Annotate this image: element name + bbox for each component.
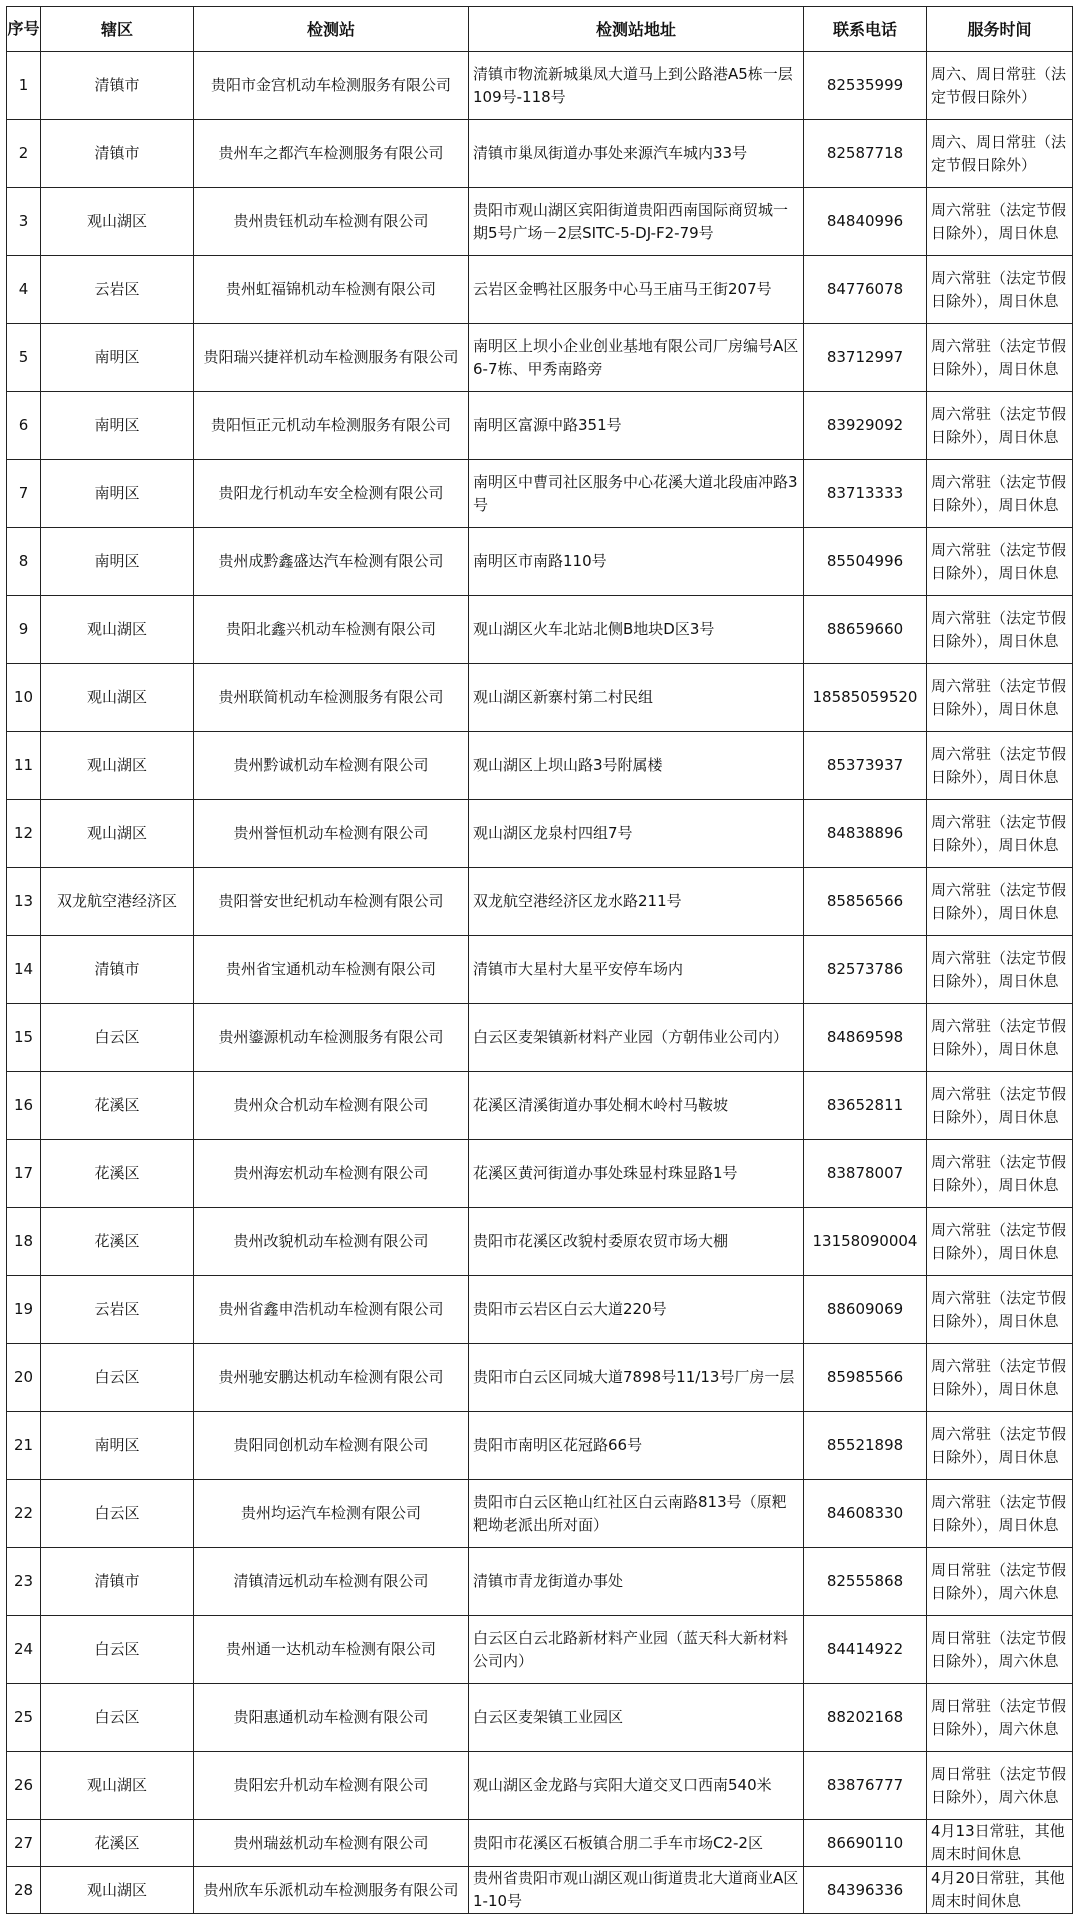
row-station: 贵阳瑞兴捷祥机动车检测服务有限公司 (194, 324, 469, 392)
row-number: 13 (7, 868, 41, 936)
row-address: 南明区上坝小企业创业基地有限公司厂房编号A区6-7栋、甲秀南路旁 (469, 324, 804, 392)
table-row (7, 800, 1073, 868)
row-number: 22 (7, 1480, 41, 1548)
row-number: 6 (7, 392, 41, 460)
row-phone: 88609069 (804, 1276, 927, 1344)
row-hours: 周六常驻（法定节假日除外），周日休息 (927, 1480, 1073, 1548)
row-number: 11 (7, 732, 41, 800)
row-phone: 82573786 (804, 936, 927, 1004)
table-row (7, 392, 1073, 460)
row-district: 南明区 (41, 324, 194, 392)
row-number: 16 (7, 1072, 41, 1140)
row-hours: 周六常驻（法定节假日除外），周日休息 (927, 1140, 1073, 1208)
row-address: 贵阳市云岩区白云大道220号 (469, 1276, 804, 1344)
row-hours: 周六常驻（法定节假日除外），周日休息 (927, 800, 1073, 868)
header-address: 检测站地址 (469, 7, 804, 52)
row-number: 26 (7, 1752, 41, 1820)
row-address: 贵阳市花溪区石板镇合朋二手车市场C2-2区 (469, 1820, 804, 1867)
table-row (7, 1820, 1073, 1867)
row-phone: 88659660 (804, 596, 927, 664)
row-address: 贵阳市白云区同城大道7898号11/13号厂房一层 (469, 1344, 804, 1412)
row-station: 贵阳宏升机动车检测有限公司 (194, 1752, 469, 1820)
row-phone: 83876777 (804, 1752, 927, 1820)
row-station: 贵州改貌机动车检测有限公司 (194, 1208, 469, 1276)
row-address: 清镇市青龙街道办事处 (469, 1548, 804, 1616)
row-address: 观山湖区上坝山路3号附属楼 (469, 732, 804, 800)
row-number: 10 (7, 664, 41, 732)
row-district: 云岩区 (41, 256, 194, 324)
row-station: 贵阳恒正元机动车检测服务有限公司 (194, 392, 469, 460)
row-hours: 周六常驻（法定节假日除外），周日休息 (927, 664, 1073, 732)
row-number: 3 (7, 188, 41, 256)
row-phone: 85521898 (804, 1412, 927, 1480)
row-district: 花溪区 (41, 1072, 194, 1140)
row-address: 清镇市物流新城巢凤大道马上到公路港A5栋一层109号-118号 (469, 52, 804, 120)
row-phone: 84869598 (804, 1004, 927, 1072)
row-phone: 85856566 (804, 868, 927, 936)
row-address: 双龙航空港经济区龙水路211号 (469, 868, 804, 936)
row-station: 清镇清远机动车检测有限公司 (194, 1548, 469, 1616)
row-district: 花溪区 (41, 1820, 194, 1867)
table-row (7, 1004, 1073, 1072)
row-station: 贵阳龙行机动车安全检测有限公司 (194, 460, 469, 528)
row-hours: 周六常驻（法定节假日除外），周日休息 (927, 1412, 1073, 1480)
row-station: 贵州众合机动车检测有限公司 (194, 1072, 469, 1140)
row-address: 观山湖区火车北站北侧B地块D区3号 (469, 596, 804, 664)
row-address: 南明区中曹司社区服务中心花溪大道北段庙冲路3号 (469, 460, 804, 528)
row-address: 观山湖区龙泉村四组7号 (469, 800, 804, 868)
row-station: 贵州成黔鑫盛达汽车检测有限公司 (194, 528, 469, 596)
row-phone: 86690110 (804, 1820, 927, 1867)
row-address: 贵阳市南明区花冠路66号 (469, 1412, 804, 1480)
row-phone: 85504996 (804, 528, 927, 596)
table-row (7, 936, 1073, 1004)
row-number: 23 (7, 1548, 41, 1616)
row-address: 清镇市巢凤街道办事处来源汽车城内33号 (469, 120, 804, 188)
table-row (7, 868, 1073, 936)
row-address: 贵阳市花溪区改貌村委原农贸市场大棚 (469, 1208, 804, 1276)
row-phone: 83713333 (804, 460, 927, 528)
header-phone: 联系电话 (804, 7, 927, 52)
row-station: 贵州省宝通机动车检测有限公司 (194, 936, 469, 1004)
row-district: 观山湖区 (41, 664, 194, 732)
row-hours: 周六常驻（法定节假日除外），周日休息 (927, 596, 1073, 664)
row-address: 观山湖区新寨村第二村民组 (469, 664, 804, 732)
row-district: 观山湖区 (41, 1752, 194, 1820)
row-station: 贵州省鑫申浩机动车检测有限公司 (194, 1276, 469, 1344)
table-row (7, 1072, 1073, 1140)
inspection-station-table (6, 6, 1072, 1914)
row-hours: 周六常驻（法定节假日除外），周日休息 (927, 936, 1073, 1004)
table-row (7, 256, 1073, 324)
row-station: 贵州联简机动车检测服务有限公司 (194, 664, 469, 732)
row-address: 贵阳市白云区艳山红社区白云南路813号（原粑粑坳老派出所对面） (469, 1480, 804, 1548)
row-district: 花溪区 (41, 1208, 194, 1276)
row-station: 贵阳市金宫机动车检测服务有限公司 (194, 52, 469, 120)
table-row (7, 1344, 1073, 1412)
row-district: 清镇市 (41, 120, 194, 188)
row-district: 南明区 (41, 1412, 194, 1480)
row-address: 白云区麦架镇新材料产业园（方朝伟业公司内） (469, 1004, 804, 1072)
table-row (7, 1752, 1073, 1820)
table-row (7, 596, 1073, 664)
row-district: 云岩区 (41, 1276, 194, 1344)
row-district: 观山湖区 (41, 732, 194, 800)
table-row (7, 52, 1073, 120)
row-number: 5 (7, 324, 41, 392)
row-hours: 周六、周日常驻（法定节假日除外） (927, 120, 1073, 188)
row-district: 清镇市 (41, 52, 194, 120)
row-address: 清镇市大星村大星平安停车场内 (469, 936, 804, 1004)
table-row (7, 1684, 1073, 1752)
row-hours: 周六、周日常驻（法定节假日除外） (927, 52, 1073, 120)
row-hours: 周日常驻（法定节假日除外），周六休息 (927, 1684, 1073, 1752)
row-phone: 83929092 (804, 392, 927, 460)
row-hours: 周日常驻（法定节假日除外），周六休息 (927, 1548, 1073, 1616)
row-station: 贵州驰安鹏达机动车检测有限公司 (194, 1344, 469, 1412)
row-station: 贵州黔诚机动车检测有限公司 (194, 732, 469, 800)
table-row (7, 1548, 1073, 1616)
row-hours: 周六常驻（法定节假日除外），周日休息 (927, 1344, 1073, 1412)
row-number: 17 (7, 1140, 41, 1208)
row-district: 白云区 (41, 1616, 194, 1684)
row-phone: 84840996 (804, 188, 927, 256)
row-phone: 82587718 (804, 120, 927, 188)
table-row (7, 1140, 1073, 1208)
row-number: 12 (7, 800, 41, 868)
row-hours: 周六常驻（法定节假日除外），周日休息 (927, 324, 1073, 392)
row-district: 双龙航空港经济区 (41, 868, 194, 936)
row-station: 贵州欣车乐派机动车检测服务有限公司 (194, 1867, 469, 1914)
row-number: 14 (7, 936, 41, 1004)
row-number: 2 (7, 120, 41, 188)
table-header-row (7, 7, 1073, 52)
row-number: 7 (7, 460, 41, 528)
header-district: 辖区 (41, 7, 194, 52)
row-number: 27 (7, 1820, 41, 1867)
table-row (7, 1867, 1073, 1914)
row-address: 贵阳市观山湖区宾阳街道贵阳西南国际商贸城一期5号广场－2层SITC-5-DJ-F2-79号 (469, 188, 804, 256)
row-phone: 84838896 (804, 800, 927, 868)
row-hours: 周六常驻（法定节假日除外），周日休息 (927, 732, 1073, 800)
row-address: 白云区麦架镇工业园区 (469, 1684, 804, 1752)
header-station: 检测站 (194, 7, 469, 52)
row-hours: 周六常驻（法定节假日除外），周日休息 (927, 868, 1073, 936)
row-phone: 82535999 (804, 52, 927, 120)
row-phone: 88202168 (804, 1684, 927, 1752)
table-row (7, 188, 1073, 256)
row-number: 21 (7, 1412, 41, 1480)
table-row (7, 1276, 1073, 1344)
row-hours: 周六常驻（法定节假日除外），周日休息 (927, 460, 1073, 528)
row-district: 白云区 (41, 1344, 194, 1412)
row-station: 贵州均运汽车检测有限公司 (194, 1480, 469, 1548)
row-station: 贵州车之都汽车检测服务有限公司 (194, 120, 469, 188)
row-hours: 周六常驻（法定节假日除外），周日休息 (927, 528, 1073, 596)
row-number: 1 (7, 52, 41, 120)
row-phone: 84776078 (804, 256, 927, 324)
row-phone: 13158090004 (804, 1208, 927, 1276)
header-hours: 服务时间 (927, 7, 1073, 52)
row-hours: 周六常驻（法定节假日除外），周日休息 (927, 1072, 1073, 1140)
row-address: 南明区市南路110号 (469, 528, 804, 596)
row-district: 白云区 (41, 1480, 194, 1548)
row-district: 南明区 (41, 460, 194, 528)
row-phone: 83652811 (804, 1072, 927, 1140)
row-number: 25 (7, 1684, 41, 1752)
row-district: 清镇市 (41, 936, 194, 1004)
table-row (7, 664, 1073, 732)
row-station: 贵州虹福锦机动车检测有限公司 (194, 256, 469, 324)
table-row (7, 120, 1073, 188)
row-district: 白云区 (41, 1004, 194, 1072)
row-phone: 85985566 (804, 1344, 927, 1412)
row-number: 19 (7, 1276, 41, 1344)
row-address: 贵州省贵阳市观山湖区观山街道贵北大道商业A区1-10号 (469, 1867, 804, 1914)
row-district: 南明区 (41, 392, 194, 460)
row-phone: 83878007 (804, 1140, 927, 1208)
row-number: 9 (7, 596, 41, 664)
row-hours: 周六常驻（法定节假日除外），周日休息 (927, 188, 1073, 256)
row-number: 28 (7, 1867, 41, 1914)
row-phone: 82555868 (804, 1548, 927, 1616)
row-number: 15 (7, 1004, 41, 1072)
table-row (7, 1412, 1073, 1480)
row-district: 观山湖区 (41, 596, 194, 664)
row-hours: 周六常驻（法定节假日除外），周日休息 (927, 1208, 1073, 1276)
row-hours: 周日常驻（法定节假日除外），周六休息 (927, 1752, 1073, 1820)
table-row (7, 1616, 1073, 1684)
row-station: 贵阳北鑫兴机动车检测有限公司 (194, 596, 469, 664)
row-station: 贵阳同创机动车检测有限公司 (194, 1412, 469, 1480)
schedule-table (6, 6, 1073, 1914)
row-district: 清镇市 (41, 1548, 194, 1616)
row-number: 4 (7, 256, 41, 324)
row-station: 贵州海宏机动车检测有限公司 (194, 1140, 469, 1208)
row-district: 花溪区 (41, 1140, 194, 1208)
row-phone: 84396336 (804, 1867, 927, 1914)
row-hours: 周六常驻（法定节假日除外），周日休息 (927, 1276, 1073, 1344)
table-row (7, 324, 1073, 392)
table-row (7, 528, 1073, 596)
row-phone: 84414922 (804, 1616, 927, 1684)
row-hours: 4月13日常驻，其他周末时间休息 (927, 1820, 1073, 1867)
row-number: 8 (7, 528, 41, 596)
row-address: 观山湖区金龙路与宾阳大道交叉口西南540米 (469, 1752, 804, 1820)
row-district: 观山湖区 (41, 800, 194, 868)
table-row (7, 1208, 1073, 1276)
row-number: 20 (7, 1344, 41, 1412)
row-address: 南明区富源中路351号 (469, 392, 804, 460)
row-phone: 84608330 (804, 1480, 927, 1548)
table-row (7, 732, 1073, 800)
row-district: 白云区 (41, 1684, 194, 1752)
row-station: 贵州通一达机动车检测有限公司 (194, 1616, 469, 1684)
row-address: 云岩区金鸭社区服务中心马王庙马王街207号 (469, 256, 804, 324)
row-station: 贵州誉恒机动车检测有限公司 (194, 800, 469, 868)
row-phone: 85373937 (804, 732, 927, 800)
row-hours: 周日常驻（法定节假日除外），周六休息 (927, 1616, 1073, 1684)
row-hours: 周六常驻（法定节假日除外），周日休息 (927, 256, 1073, 324)
row-hours: 周六常驻（法定节假日除外），周日休息 (927, 1004, 1073, 1072)
row-station: 贵州贵钰机动车检测有限公司 (194, 188, 469, 256)
row-district: 南明区 (41, 528, 194, 596)
row-address: 花溪区清溪街道办事处桐木岭村马鞍坡 (469, 1072, 804, 1140)
row-phone: 83712997 (804, 324, 927, 392)
header-seq: 序号 (7, 7, 41, 52)
row-district: 观山湖区 (41, 188, 194, 256)
row-number: 18 (7, 1208, 41, 1276)
row-address: 白云区白云北路新材料产业园（蓝天科大新材料公司内） (469, 1616, 804, 1684)
row-number: 24 (7, 1616, 41, 1684)
table-row (7, 460, 1073, 528)
row-district: 观山湖区 (41, 1867, 194, 1914)
row-hours: 4月20日常驻，其他周末时间休息 (927, 1867, 1073, 1914)
row-hours: 周六常驻（法定节假日除外），周日休息 (927, 392, 1073, 460)
row-address: 花溪区黄河街道办事处珠显村珠显路1号 (469, 1140, 804, 1208)
row-station: 贵州鎏源机动车检测服务有限公司 (194, 1004, 469, 1072)
row-station: 贵州瑞兹机动车检测有限公司 (194, 1820, 469, 1867)
row-phone: 18585059520 (804, 664, 927, 732)
row-station: 贵阳誉安世纪机动车检测有限公司 (194, 868, 469, 936)
table-row (7, 1480, 1073, 1548)
row-station: 贵阳惠通机动车检测有限公司 (194, 1684, 469, 1752)
